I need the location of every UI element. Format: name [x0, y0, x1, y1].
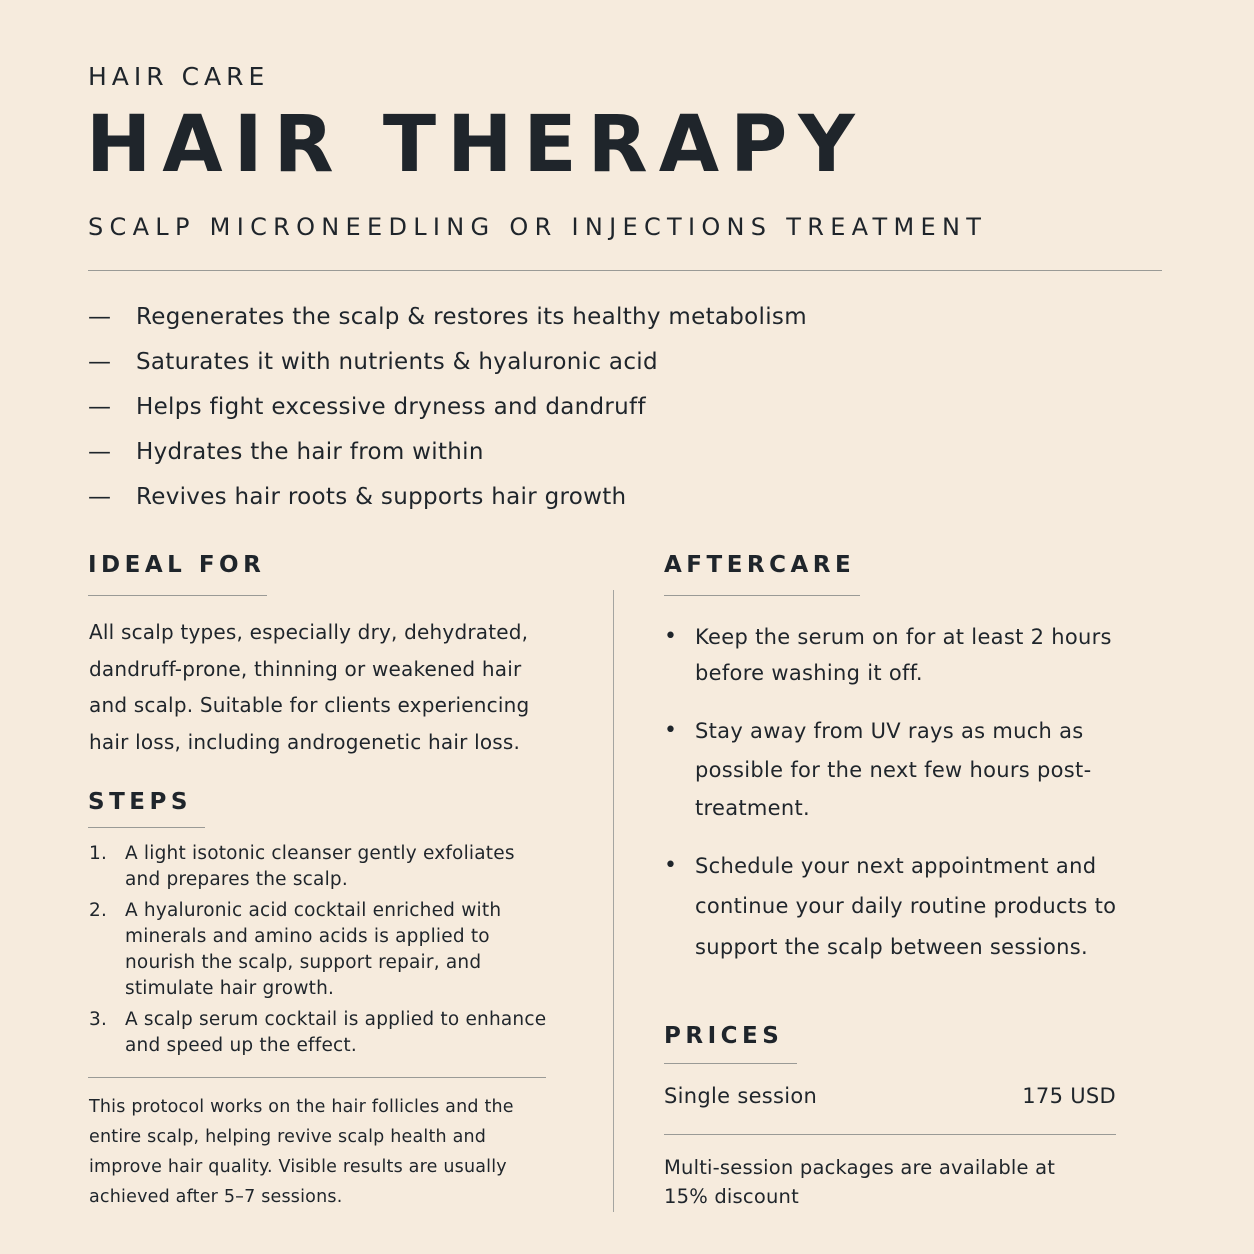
benefit-text: Saturates it with nutrients & hyaluronic acid — [136, 348, 658, 375]
benefit-item — [88, 384, 807, 429]
ideal-for-text: All scalp types, especially dry, dehydrated, dandruff-prone, thinning or weakened hair and scalp. Suitable for clients experiencing hair loss, including androgenetic hair loss. — [89, 620, 530, 754]
step-text: A light isotonic cleanser gently exfoliates and prepares the scalp. — [125, 843, 515, 890]
step-number: 2. — [89, 900, 108, 921]
benefit-item — [88, 339, 807, 384]
page-title: HAIR THERAPY — [86, 100, 866, 190]
bullet-marker: • — [664, 852, 678, 878]
benefit-item — [88, 474, 807, 519]
price-value: 175 USD — [1022, 1084, 1116, 1108]
dash-marker: — — [88, 303, 112, 330]
step-number: 3. — [89, 1009, 108, 1030]
benefit-text: Hydrates the hair from within — [136, 438, 484, 465]
category-label: HAIR CARE — [88, 62, 270, 91]
aftercare-text: Keep the serum on for at least 2 hours before washing it off. — [695, 625, 1112, 685]
prices-underline — [664, 1063, 797, 1064]
step-item — [89, 1007, 551, 1059]
ideal-for-heading: IDEAL FOR — [88, 552, 266, 578]
steps-heading: STEPS — [88, 789, 192, 815]
aftercare-heading: AFTERCARE — [664, 552, 856, 578]
price-label: Single session — [664, 1084, 818, 1108]
bullet-marker: • — [664, 718, 678, 743]
aftercare-item — [664, 712, 1134, 828]
header-divider — [88, 270, 1162, 271]
step-number: 1. — [89, 843, 108, 864]
aftercare-text: Schedule your next appointment and continue your daily routine products to support the scalp between sessions. — [695, 853, 1117, 959]
step-text: A scalp serum cocktail is applied to enhance and speed up the effect. — [125, 1009, 547, 1056]
aftercare-list — [664, 619, 1134, 967]
price-row-single — [664, 1084, 1116, 1108]
dash-marker: — — [88, 348, 112, 375]
protocol-note: This protocol works on the hair follicles and the entire scalp, helping revive scalp health and improve hair quality. Visible results are usually achieved after 5–7 sessions. — [89, 1097, 514, 1207]
column-divider — [613, 590, 614, 1212]
benefit-text: Regenerates the scalp & restores its healthy metabolism — [136, 303, 807, 330]
benefit-item — [88, 429, 807, 474]
steps-underline — [88, 827, 205, 828]
aftercare-item — [664, 846, 1134, 968]
packages-note: Multi-session packages are available at 15% discount — [664, 1156, 1056, 1208]
aftercare-text: Stay away from UV rays as much as possible for the next few hours post-treatment. — [695, 719, 1092, 820]
step-item — [89, 898, 551, 1002]
dash-marker: — — [88, 393, 112, 420]
step-text: A hyaluronic acid cocktail enriched with minerals and amino acids is applied to nourish the scalp, support repair, and stimulate hair growth. — [125, 900, 502, 999]
note-divider — [88, 1077, 546, 1078]
prices-heading: PRICES — [664, 1023, 784, 1049]
aftercare-item — [664, 619, 1134, 691]
benefit-text: Helps fight excessive dryness and dandruff — [136, 393, 646, 420]
aftercare-underline — [664, 595, 860, 596]
ideal-for-underline — [88, 595, 267, 596]
bullet-marker: • — [664, 624, 678, 649]
step-item — [89, 841, 551, 893]
dash-marker: — — [88, 483, 112, 510]
benefits-list — [88, 294, 807, 519]
steps-list — [89, 841, 551, 1059]
benefit-text: Revives hair roots & supports hair growth — [136, 483, 627, 510]
benefit-item — [88, 294, 807, 339]
dash-marker: — — [88, 438, 112, 465]
page-subtitle: SCALP MICRONEEDLING OR INJECTIONS TREATMENT — [88, 213, 988, 241]
price-divider — [664, 1134, 1116, 1135]
